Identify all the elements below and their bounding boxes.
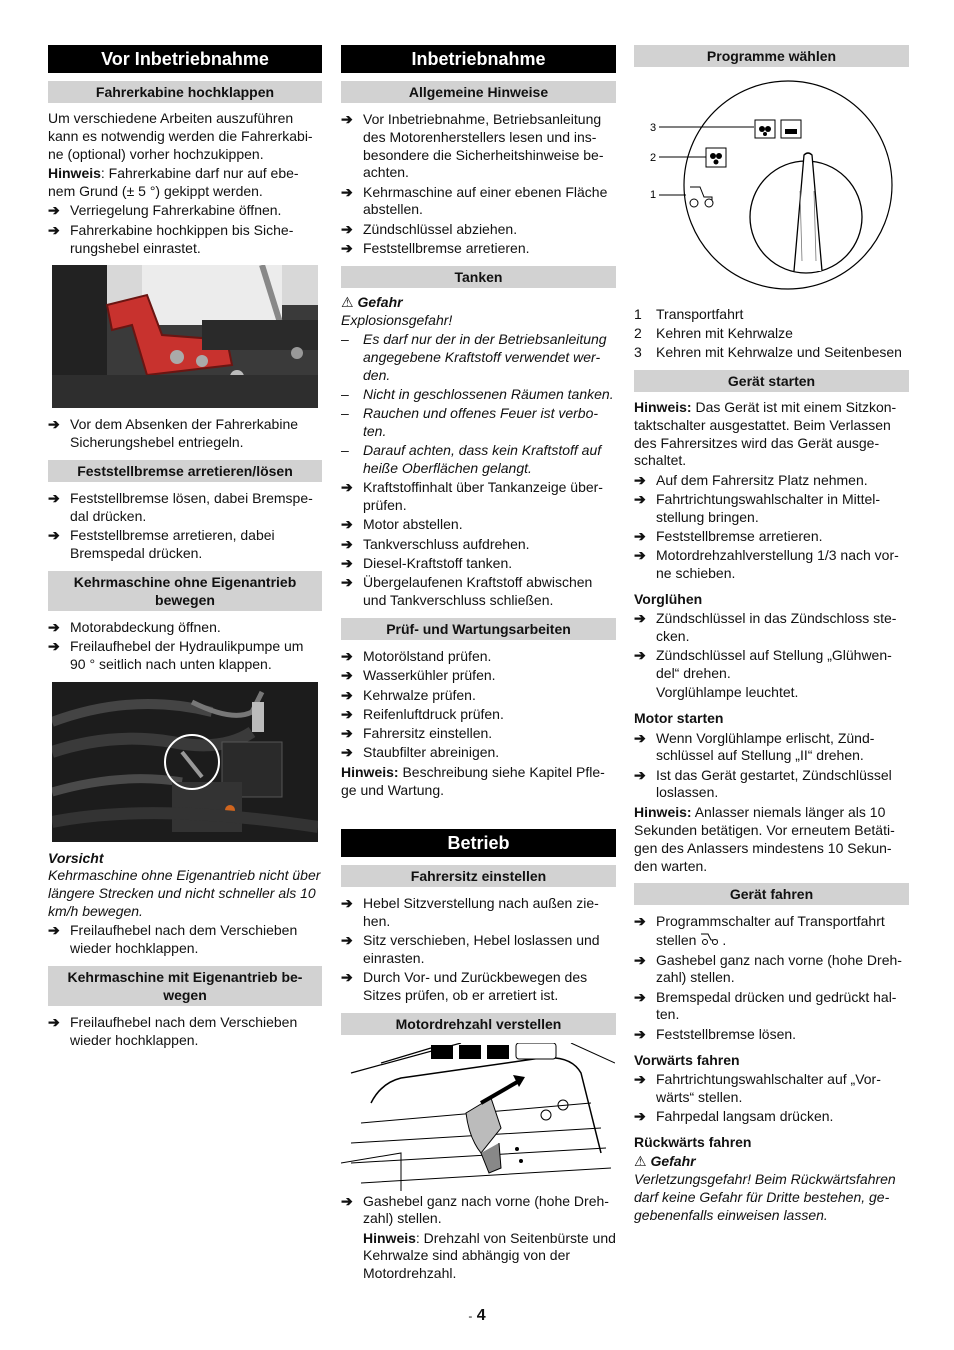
hinweis-note bbox=[634, 804, 909, 875]
arrow-right-icon: ➔ bbox=[634, 951, 646, 968]
arrow-right-icon: ➔ bbox=[634, 729, 646, 746]
note-text: Vorglühlampe leuchtet. bbox=[656, 684, 799, 701]
section-title-vor-inbetriebnahme: Vor Inbetriebnahme bbox=[48, 45, 322, 73]
arrow-right-icon: ➔ bbox=[634, 647, 646, 664]
arrow-right-icon: ➔ bbox=[634, 1070, 646, 1087]
subheading-motor-starten: Motor starten bbox=[634, 710, 724, 727]
arrow-right-icon: ➔ bbox=[341, 535, 353, 552]
list-item bbox=[634, 1071, 909, 1107]
arrow-right-icon: ➔ bbox=[634, 913, 646, 930]
arrow-right-icon: ➔ bbox=[341, 968, 353, 985]
list-item-text: Freilaufhebel nach dem Verschieben wieder hochklappen. bbox=[70, 922, 298, 957]
list-item-text: Übergelaufenen Kraftstoff abwischen und Tankverschluss schließen. bbox=[363, 574, 593, 609]
arrow-right-icon: ➔ bbox=[634, 766, 646, 783]
list-item bbox=[634, 730, 909, 766]
section-title-inbetriebnahme: Inbetriebnahme bbox=[341, 45, 616, 73]
vorsicht-label: Vorsicht bbox=[48, 849, 104, 866]
list-item bbox=[48, 202, 322, 220]
list-item-text: Feststellbremse lösen, dabei Bremspe-dal drücken. bbox=[70, 489, 313, 524]
list-item-text: Wenn Vorglühlampe erlischt, Zünd-schlüssel auf Stellung „II“ drehen. bbox=[656, 729, 875, 764]
arrow-right-icon: ➔ bbox=[341, 516, 353, 533]
subheading-vorgluehen: Vorglühen bbox=[634, 590, 703, 607]
list-item bbox=[48, 922, 322, 958]
dash-item-text: Es darf nur der in der Betriebsanleitung angegebene Kraftstoff verwendet wer-den. bbox=[363, 330, 607, 383]
list-item-text: Gashebel ganz nach vorne (hohe Dreh-zahl) stellen. bbox=[363, 1192, 609, 1227]
list-item bbox=[341, 574, 616, 610]
subheading-fahrerkabine: Fahrerkabine hochklappen bbox=[48, 81, 322, 103]
arrow-right-icon: ➔ bbox=[341, 744, 353, 761]
arrow-right-icon: ➔ bbox=[634, 490, 646, 507]
hinweis-label: Hinweis bbox=[363, 1229, 416, 1246]
arrow-right-icon: ➔ bbox=[634, 988, 646, 1005]
subheading-rueckwaerts: Rückwärts fahren bbox=[634, 1133, 752, 1150]
list-item-text: Diesel-Kraftstoff tanken. bbox=[363, 555, 513, 572]
list-item-text: Vor Inbetriebnahme, Betriebsanleitung des Motorenherstellers lesen und ins-besondere die Sicherheitshinweise be-achten. bbox=[363, 111, 604, 181]
list-item bbox=[634, 528, 909, 546]
hinweis-note bbox=[634, 399, 909, 470]
arrow-right-icon: ➔ bbox=[341, 705, 353, 722]
list-item bbox=[634, 472, 909, 490]
list-item-text: Bremspedal drücken und gedrückt hal-ten. bbox=[656, 988, 897, 1023]
section-title-betrieb: Betrieb bbox=[341, 829, 616, 857]
list-item-text: Feststellbremse arretieren. bbox=[656, 528, 823, 545]
page-number-value: 4 bbox=[476, 1307, 486, 1324]
list-item-text: Kraftstoffinhalt über Tankanzeige über-prüfen. bbox=[363, 479, 603, 514]
arrow-right-icon: ➔ bbox=[48, 618, 60, 635]
legend-item: 3 Kehren mit Kehrwalze und Seitenbesen bbox=[634, 344, 902, 360]
hinweis-note bbox=[341, 764, 616, 800]
subheading-geraet-fahren: Gerät fahren bbox=[634, 883, 909, 905]
photo-hydraulic-pump-lever bbox=[52, 682, 318, 842]
arrow-right-icon: ➔ bbox=[634, 610, 646, 627]
list-item bbox=[341, 744, 616, 762]
subheading-vorwaerts: Vorwärts fahren bbox=[634, 1051, 740, 1068]
arrow-right-icon: ➔ bbox=[48, 221, 60, 238]
hinweis-text: : Drehzahl von Seitenbürste und Kehrwalze sind abhängig von der Motordrehzahl. bbox=[363, 1229, 616, 1282]
list-item bbox=[341, 536, 616, 554]
legend-item: 1 Transportfahrt bbox=[634, 306, 744, 322]
gefahr-heading bbox=[341, 294, 616, 312]
list-item bbox=[341, 667, 616, 685]
subheading-allgemeine-hinweise: Allgemeine Hinweise bbox=[341, 81, 616, 103]
transport-vehicle-icon bbox=[700, 932, 722, 948]
list-item bbox=[48, 1014, 322, 1050]
arrow-right-icon: ➔ bbox=[341, 647, 353, 664]
list-item bbox=[48, 416, 322, 452]
dial-label-3: 3 bbox=[650, 122, 657, 134]
warning-triangle-icon: ⚠ bbox=[341, 293, 354, 310]
arrow-right-icon: ➔ bbox=[48, 202, 60, 219]
list-item bbox=[48, 527, 322, 563]
arrow-right-icon: ➔ bbox=[341, 667, 353, 684]
list-item-text: Freilaufhebel nach dem Verschieben wieder hochklappen. bbox=[70, 1013, 298, 1048]
subheading-mit-eigenantrieb: Kehrmaschine mit Eigenantrieb be-wegen bbox=[48, 966, 322, 1006]
list-item-text: Fahrersitz einstellen. bbox=[363, 725, 493, 742]
arrow-right-icon: ➔ bbox=[48, 1013, 60, 1030]
list-item: ➔ Programmschalter auf Transportfahrt stellen . bbox=[634, 913, 885, 949]
list-item-text: Motorölstand prüfen. bbox=[363, 647, 492, 664]
list-item bbox=[634, 767, 909, 803]
list-item bbox=[48, 490, 322, 526]
list-item-text: Programmschalter auf Transportfahrt stellen bbox=[656, 913, 885, 949]
gefahr-heading bbox=[634, 1153, 909, 1171]
arrow-right-icon: ➔ bbox=[48, 527, 60, 544]
vorsicht-text: Kehrmaschine ohne Eigenantrieb nicht über längere Strecken und nicht schneller als 10 km/h bewegen. bbox=[48, 867, 321, 919]
list-item bbox=[341, 969, 616, 1005]
list-item-text: Zündschlüssel auf Stellung „Glühwen-del“ drehen. bbox=[656, 647, 892, 682]
list-item bbox=[48, 619, 322, 637]
arrow-right-icon: ➔ bbox=[341, 220, 353, 237]
dash-item-text: Rauchen und offenes Feuer ist verbo-ten. bbox=[363, 405, 599, 439]
list-item-text: Auf dem Fahrersitz Platz nehmen. bbox=[656, 471, 868, 488]
list-item-text: Reifenluftdruck prüfen. bbox=[363, 705, 504, 722]
list-item-text: Feststellbremse arretieren, dabei Bremspedal drücken. bbox=[70, 527, 275, 561]
list-item-text: Freilaufhebel der Hydraulikpumpe um 90 ° seitlich nach unten klappen. bbox=[70, 637, 304, 672]
subheading-ohne-eigenantrieb: Kehrmaschine ohne Eigenantrieb bewegen bbox=[48, 571, 322, 611]
list-item bbox=[634, 547, 909, 583]
legend-text: Transportfahrt bbox=[656, 306, 744, 322]
arrow-right-icon: ➔ bbox=[48, 922, 60, 939]
dash-item: – Es darf nur der in der Betriebsanleitung angegebene Kraftstoff verwendet wer-den. bbox=[341, 330, 607, 383]
list-item bbox=[341, 479, 616, 515]
list-item bbox=[634, 1026, 909, 1044]
legend-text: Kehren mit Kehrwalze bbox=[656, 325, 793, 341]
arrow-right-icon: ➔ bbox=[634, 471, 646, 488]
list-item bbox=[634, 989, 909, 1025]
arrow-right-icon: ➔ bbox=[634, 547, 646, 564]
legend-item: 2 Kehren mit Kehrwalze bbox=[634, 325, 793, 341]
arrow-right-icon: ➔ bbox=[341, 894, 353, 911]
list-item bbox=[634, 491, 909, 527]
arrow-right-icon: ➔ bbox=[48, 489, 60, 506]
page-number: - 4 bbox=[468, 1307, 486, 1324]
illustration-throttle-lever bbox=[341, 1043, 615, 1191]
list-item-text: Fahrpedal langsam drücken. bbox=[656, 1107, 834, 1124]
column-1 bbox=[48, 45, 322, 1049]
arrow-right-icon: ➔ bbox=[634, 1025, 646, 1042]
list-item-text: Feststellbremse arretieren. bbox=[363, 240, 530, 257]
hinweis-label: Hinweis: bbox=[634, 804, 692, 821]
program-selector-dial bbox=[634, 71, 909, 303]
list-item-text: Zündschlüssel abziehen. bbox=[363, 220, 518, 237]
arrow-right-icon: ➔ bbox=[341, 931, 353, 948]
list-item-text: Motor abstellen. bbox=[363, 516, 463, 533]
hinweis-note bbox=[48, 165, 322, 201]
legend-text: Kehren mit Kehrwalze und Seitenbesen bbox=[656, 344, 902, 360]
dash-item: – Darauf achten, dass kein Kraftstoff auf heiße Oberflächen gelangt. bbox=[341, 442, 602, 477]
list-item bbox=[634, 610, 909, 646]
list-item-text: Verriegelung Fahrerkabine öffnen. bbox=[70, 202, 282, 219]
list-item bbox=[341, 895, 616, 931]
subheading-fahrersitz: Fahrersitz einstellen bbox=[341, 865, 616, 887]
list-item-text: Tankverschluss aufdrehen. bbox=[363, 535, 530, 552]
warning-triangle-icon: ⚠ bbox=[634, 1153, 647, 1170]
gefahr-text: Verletzungsgefahr! Beim Rückwärtsfahren darf keine Gefahr für Dritte bestehen, ge-gebenenfalls einweisen lassen. bbox=[634, 1171, 896, 1223]
list-item-text: Wasserkühler prüfen. bbox=[363, 667, 496, 684]
arrow-right-icon: ➔ bbox=[341, 183, 353, 200]
list-item-text: Hebel Sitzverstellung nach außen zie-hen. bbox=[363, 894, 599, 929]
arrow-right-icon: ➔ bbox=[341, 479, 353, 496]
arrow-right-icon: ➔ bbox=[341, 725, 353, 742]
list-item-text: Motorabdeckung öffnen. bbox=[70, 618, 221, 635]
list-item-text: Vor dem Absenken der Fahrerkabine Sicherungshebel entriegeln. bbox=[70, 416, 299, 451]
list-item bbox=[341, 111, 616, 182]
list-item-text: Sitz verschieben, Hebel loslassen und einrasten. bbox=[363, 931, 600, 966]
list-item bbox=[48, 638, 322, 674]
list-item-text: Fahrtrichtungswahlschalter in Mittel-stellung bringen. bbox=[656, 490, 881, 525]
list-item-text: Staubfilter abreinigen. bbox=[363, 744, 500, 761]
dial-label-1: 1 bbox=[650, 189, 657, 201]
dial-label-2: 2 bbox=[650, 152, 657, 164]
list-item bbox=[341, 555, 616, 573]
arrow-right-icon: ➔ bbox=[341, 1192, 353, 1209]
list-item bbox=[341, 1193, 616, 1229]
subheading-geraet-starten: Gerät starten bbox=[634, 370, 909, 392]
list-item-text: Ist das Gerät gestartet, Zündschlüssel loslassen. bbox=[656, 766, 892, 801]
list-item-text: Motordrehzahlverstellung 1/3 nach vor-ne schieben. bbox=[656, 547, 899, 582]
list-item-text: Fahrerkabine hochkippen bis Siche-rungshebel einrastet. bbox=[70, 221, 294, 256]
list-item-text: Durch Vor- und Zurückbewegen des Sitzes prüfen, ob er arretiert ist. bbox=[363, 968, 588, 1003]
list-item bbox=[341, 725, 616, 743]
list-item bbox=[634, 1108, 909, 1126]
arrow-right-icon: ➔ bbox=[341, 686, 353, 703]
hinweis-text: Anlasser niemals länger als 10 Sekunden betätigen. Vor erneutem Betäti-gen des Anlassers mindestens 10 Sekun-den warten. bbox=[634, 804, 895, 874]
hinweis-label: Hinweis bbox=[48, 165, 101, 182]
list-item bbox=[341, 648, 616, 666]
gefahr-label: Gefahr bbox=[357, 293, 403, 310]
arrow-right-icon: ➔ bbox=[634, 1107, 646, 1124]
list-item bbox=[341, 932, 616, 968]
list-item bbox=[341, 687, 616, 705]
list-item-text: Feststellbremse lösen. bbox=[656, 1025, 797, 1042]
list-item bbox=[341, 516, 616, 534]
list-item bbox=[634, 952, 909, 988]
list-item-text: Fahrtrichtungswahlschalter auf „Vor-wärts“ stellen. bbox=[656, 1070, 881, 1105]
list-item-text: Gashebel ganz nach vorne (hohe Dreh-zahl) stellen. bbox=[656, 951, 902, 986]
column-2 bbox=[341, 45, 616, 1283]
hinweis-note bbox=[341, 1230, 616, 1283]
dash-item-text: Darauf achten, dass kein Kraftstoff auf heiße Oberflächen gelangt. bbox=[363, 442, 602, 477]
hinweis-label: Hinweis: bbox=[634, 399, 692, 415]
arrow-right-icon: ➔ bbox=[48, 416, 60, 433]
hinweis-text: Beschreibung siehe Kapitel Pfle-ge und Wartung. bbox=[341, 764, 605, 798]
dash-item-text: Nicht in geschlossenen Räumen tanken. bbox=[363, 385, 614, 402]
subheading-programme-waehlen: Programme wählen bbox=[634, 45, 909, 67]
arrow-right-icon: ➔ bbox=[341, 555, 353, 572]
list-item-text: Kehrwalze prüfen. bbox=[363, 686, 476, 703]
explosion-warning: Explosionsgefahr! bbox=[341, 311, 453, 328]
hinweis-label: Hinweis: bbox=[341, 764, 399, 781]
list-item bbox=[341, 184, 616, 220]
subheading-tanken: Tanken bbox=[341, 266, 616, 288]
arrow-right-icon: ➔ bbox=[341, 574, 353, 591]
arrow-right-icon: ➔ bbox=[48, 637, 60, 654]
gefahr-label: Gefahr bbox=[650, 1153, 696, 1170]
subheading-pruef-wartung: Prüf- und Wartungsarbeiten bbox=[341, 618, 616, 640]
hinweis-text: Das Gerät ist mit einem Sitzkon-taktschalter ausgestattet. Beim Verlassen des Fahrersitzes wird das Gerät ausge-schaltet. bbox=[634, 399, 897, 469]
dash-item: – Nicht in geschlossenen Räumen tanken. bbox=[341, 385, 614, 402]
column-3 bbox=[634, 45, 909, 1225]
sweep-roller-icon bbox=[706, 148, 726, 167]
list-item bbox=[341, 706, 616, 724]
arrow-right-icon: ➔ bbox=[341, 240, 353, 257]
subheading-motordrehzahl: Motordrehzahl verstellen bbox=[341, 1013, 616, 1035]
list-item bbox=[341, 240, 616, 258]
dash-item: – Rauchen und offenes Feuer ist verbo-ten. bbox=[341, 405, 599, 439]
hinweis-text: : Fahrerkabine darf nur auf ebe-nem Grund (± 5 °) gekippt werden. bbox=[48, 165, 299, 200]
list-item bbox=[48, 222, 322, 258]
list-item-text: Kehrmaschine auf einer ebenen Fläche abstellen. bbox=[363, 183, 608, 218]
photo-cab-safety-lever bbox=[52, 265, 318, 408]
paragraph: Um verschiedene Arbeiten auszuführen kann es notwendig werden die Fahrerkabi-ne (optional) vorher hochzukippen. bbox=[48, 110, 313, 162]
list-item-text: Zündschlüssel in das Zündschloss ste-cken. bbox=[656, 610, 897, 645]
list-item bbox=[634, 647, 909, 683]
arrow-right-icon: ➔ bbox=[634, 528, 646, 545]
subheading-feststellbremse: Feststellbremse arretieren/lösen bbox=[48, 460, 322, 482]
list-item bbox=[341, 221, 616, 239]
arrow-right-icon: ➔ bbox=[341, 111, 353, 127]
